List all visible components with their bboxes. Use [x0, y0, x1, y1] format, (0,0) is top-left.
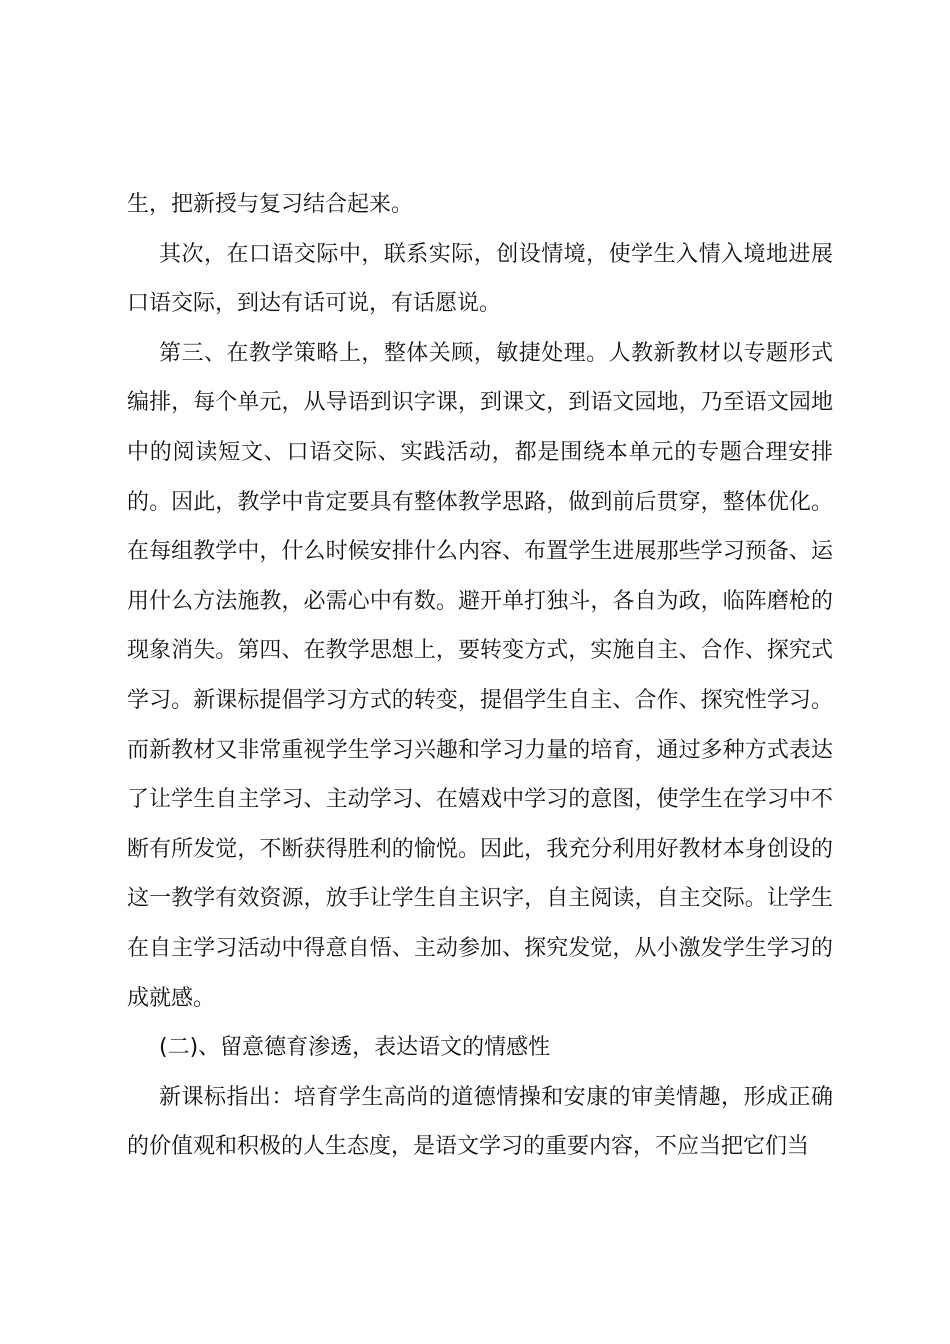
body-text	[127, 180, 833, 1172]
paragraph-continuation: 生，把新授与复习结合起来。	[127, 192, 414, 217]
paragraph-curriculum-standard: 新课标指出：培育学生高尚的道德情操和安康的审美情趣，形成正确的价值观和积极的人生态度，是语文学习的重要内容，不应当把它们当	[127, 1084, 833, 1160]
paragraph-oral-communication: 其次，在口语交际中，联系实际，创设情境，使学生入情入境地进展口语交际，到达有话可说，有话愿说。	[127, 241, 833, 317]
paragraph-teaching-strategy: 第三、在教学策略上，整体关顾，敏捷处理。人教新教材以专题形式编排，每个单元，从导语到识字课，到课文，到语文园地，乃至语文园地中的阅读短文、口语交际、实践活动，都是围绕本单元的专题合理安排的。因此，教学中肯定要具有整体教学思路，做到前后贯穿，整体优化。在每组教学中，什么时候安排什么内容、布置学生进展那些学习预备、运用什么方法施教，必需心中有数。避开单打独斗，各自为政，临阵磨枪的现象消失。第四、在教学思想上，要转变方式，实施自主、合作、探究式学习。新课标提倡学习方式的转变，提倡学生自主、合作、探究性学习。而新教材又非常重视学生学习兴趣和学习力量的培育，通过多种方式表达了让学生自主学习、主动学习、在嬉戏中学习的意图，使学生在学习中不断有所发觉，不断获得胜利的愉悦。因此，我充分利用好教材本身创设的这一教学有效资源，放手让学生自主识字，自主阅读，自主交际。让学生在自主学习活动中得意自悟、主动参加、探究发觉，从小激发学生学习的成就感。	[127, 340, 833, 1011]
section-heading-moral-education: (二)、留意德育渗透，表达语文的情感性	[159, 1035, 551, 1061]
